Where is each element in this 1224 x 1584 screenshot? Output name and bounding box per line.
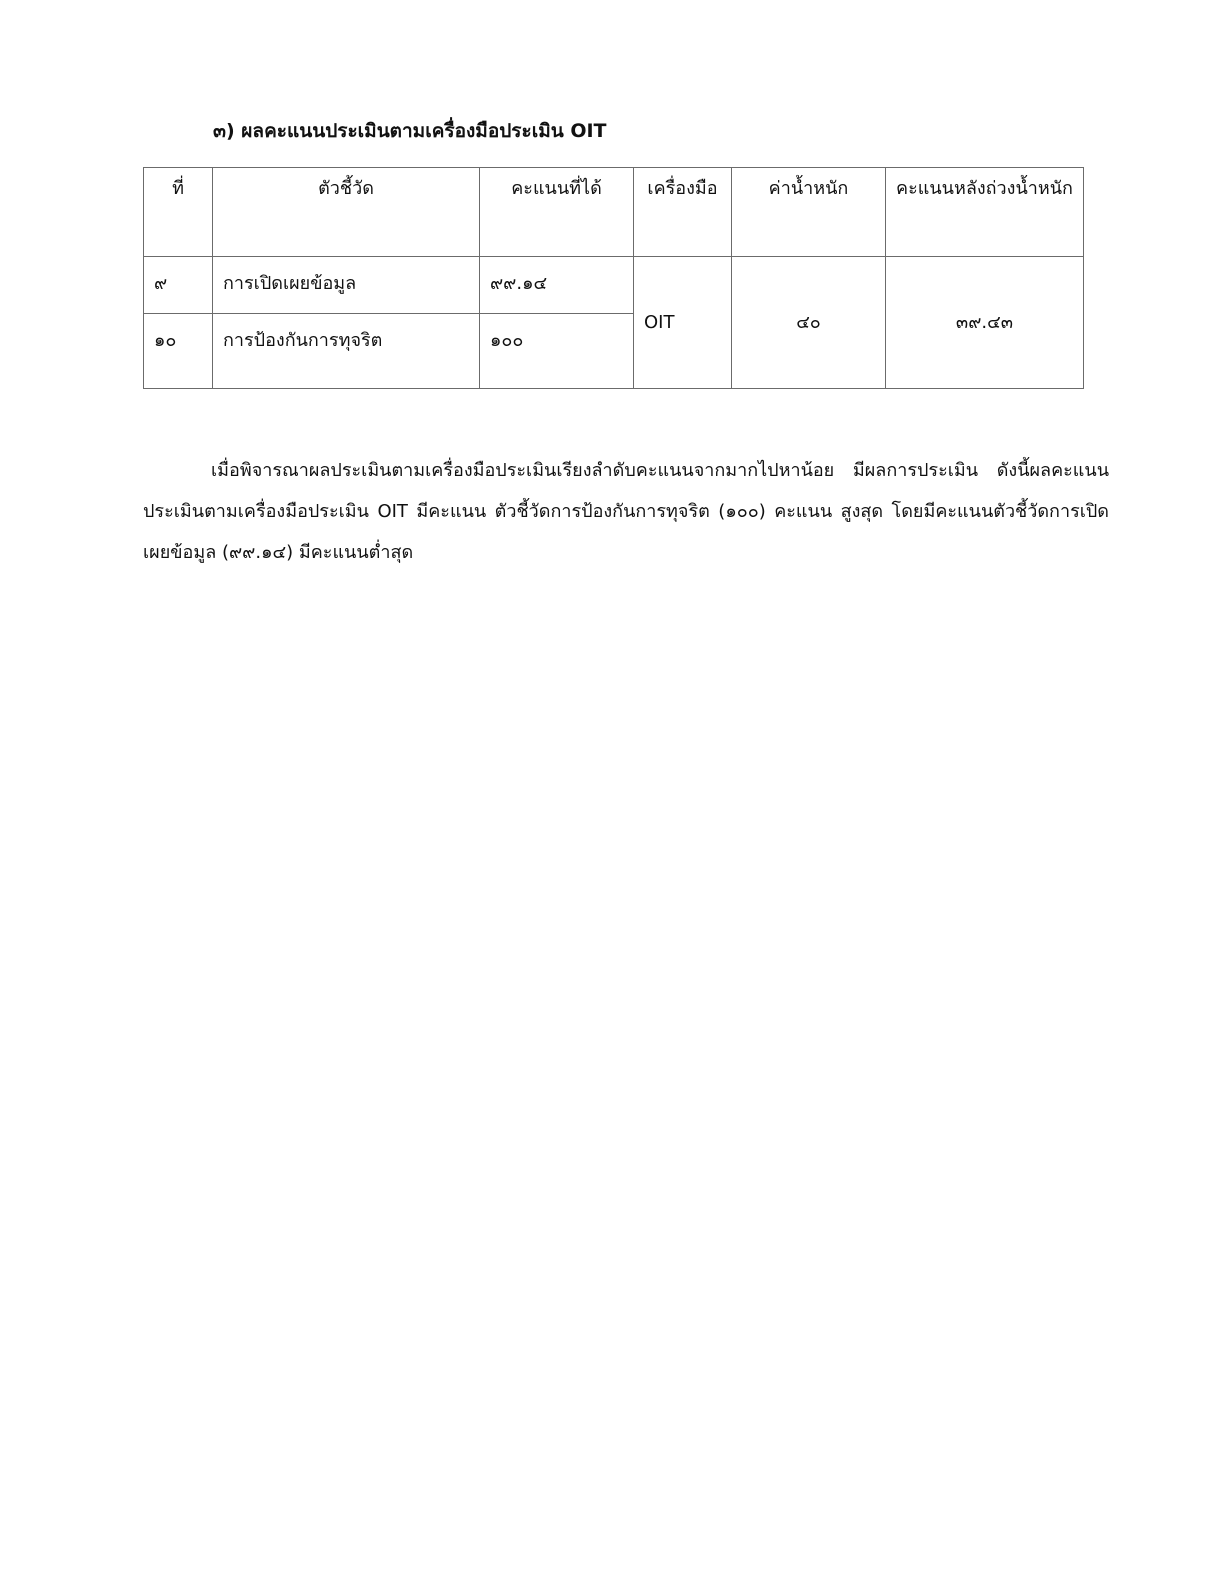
header-score: คะแนนที่ได้ <box>480 168 634 257</box>
weight-cell: ๔๐ <box>732 257 886 389</box>
oit-score-table <box>143 167 1084 389</box>
table-row <box>144 257 1084 314</box>
header-weight: ค่าน้ำหนัก <box>732 168 886 257</box>
section-heading: ๓) ผลคะแนนประเมินตามเครื่องมือประเมิน OIT <box>213 120 607 142</box>
indicator-name: การเปิดเผยข้อมูล <box>213 257 480 314</box>
tool-cell: OIT <box>634 257 732 389</box>
header-tool: เครื่องมือ <box>634 168 732 257</box>
row-number: ๑๐ <box>144 314 213 389</box>
weighted-score-cell: ๓๙.๔๓ <box>886 257 1084 389</box>
indicator-score: ๙๙.๑๔ <box>480 257 634 314</box>
indicator-score: ๑๐๐ <box>480 314 634 389</box>
table-header-row <box>144 168 1084 257</box>
row-number: ๙ <box>144 257 213 314</box>
header-indicator: ตัวชี้วัด <box>213 168 480 257</box>
indicator-name: การป้องกันการทุจริต <box>213 314 480 389</box>
summary-paragraph: เมื่อพิจารณาผลประเมินตามเครื่องมือประเมินเรียงลำดับคะแนนจากมากไปหาน้อย มีผลการประเมิน ดังนี้ผลคะแนนประเมินตามเครื่องมือประเมิน OIT มีคะแนน ตัวชี้วัดการป้องกันการทุจริต (๑๐๐) คะแนน สูงสุด โดยมีคะแนนตัวชี้วัดการเปิดเผยข้อมูล (๙๙.๑๔) มีคะแนนต่ำสุด <box>143 460 1109 563</box>
header-weighted-score: คะแนนหลังถ่วงน้ำหนัก <box>886 168 1084 257</box>
header-no: ที่ <box>144 168 213 257</box>
